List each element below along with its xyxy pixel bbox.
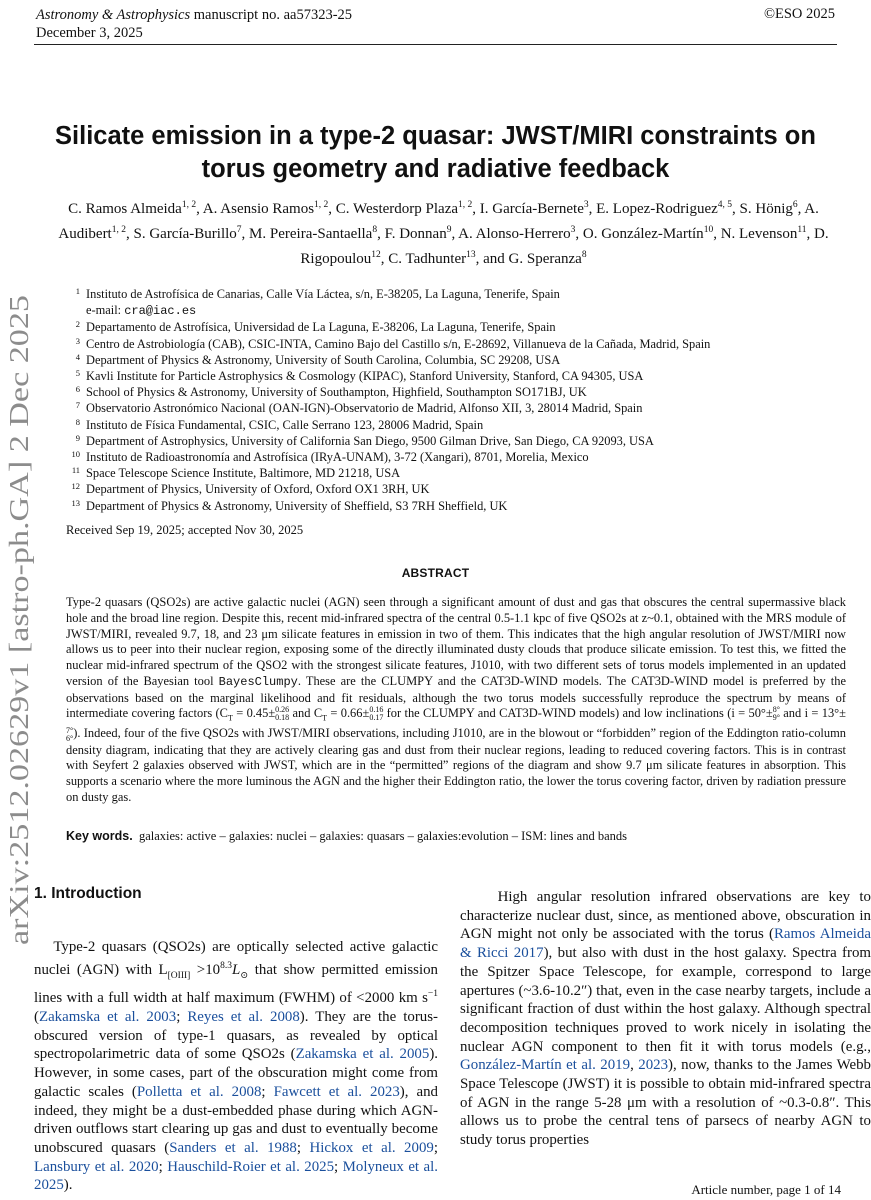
author: C. Westerdorp Plaza bbox=[335, 201, 459, 217]
email-link[interactable]: cra@iac.es bbox=[124, 304, 197, 319]
affiliation-number: 10 bbox=[71, 449, 80, 460]
citation-link[interactable]: Zakamska et al. 2005 bbox=[295, 1046, 430, 1063]
header-rule bbox=[34, 44, 837, 45]
author: F. Donnan bbox=[384, 226, 447, 242]
section-heading-introduction: 1. Introduction bbox=[34, 885, 142, 902]
author-affiliation-index: 4, 5 bbox=[717, 200, 733, 210]
author: C. Tadhunter bbox=[388, 251, 467, 267]
running-header bbox=[36, 6, 352, 42]
affiliation-item bbox=[66, 352, 846, 368]
author-affiliation-index: 9 bbox=[446, 225, 452, 235]
author-affiliation-index: 12 bbox=[371, 250, 381, 260]
copyright: ©ESO 2025 bbox=[763, 6, 835, 22]
abstract-text: Type-2 quasars (QSO2s) are active galactic nuclei (AGN) seen through a significant amount of dust and gas that obscures the central supermassive black hole and the broad line region. Despite this, recent mid-infrared spectra of the central 0.5-1.1 kpc of five QSO2s at z~0.1, obtained with the MRS module of JWST/MIRI, revealed 9.7, 18, and 23 μm silicate features in emission in two of them. This indicates that the high angular resolution of JWST/MIRI now allows us to peer into their nuclear region, exposing some of the directly illuminated dusty clouds that produce silicate emission. To test this, we fitted the nuclear mid-infrared spectrum of the QSO2 with the strongest silicate features, J1010, with two different sets of torus models implemented in an updated version of the Bayesian tool BayesClumpy. These are the CLUMPY and the CAT3D-WIND models. The CAT3D-WIND model is preferred by the observations based on the marginal likelihood and fit residuals, although the two torus models successfully reproduce the spectrum by means of intermediate covering factors ($C_T = 0.45\pm$ 0.26 0.18 and $C_T = 0.66\pm$ 0.16 0.17 for the CLUMPY and CAT3D-WIND models) and low inclinations (i = 50°± 8° 9° and i = 13°± 7° 6° ). Indeed, four of the five QSO2s with JWST/MIRI observations, including J1010, are in the blowout or “forbidden” region of the Eddington ratio-column density diagram, indicating that they are actively clearing gas and dust from their nuclear regions, leading to reduced covering factors. This is in contrast with Seyfert 2 galaxies observed with JWST, which are in the “permitted” regions of the diagram and show 9.7 μm silicate features in absorption. This supports a scenario where the more luminous the AGN and the higher their Eddington ratio, the lower the torus covering factor, driven by radiation pressure on dusty gas. bbox=[66, 595, 847, 804]
author-affiliation-index: 1, 2 bbox=[458, 200, 473, 210]
affiliation-number: 9 bbox=[75, 432, 80, 443]
author: E. Lopez-Rodriguez bbox=[596, 201, 718, 217]
affiliation-text: Instituto de Astrofísica de Canarias, Calle Vía Láctea, s/n, E-38205, La Laguna, Tenerife, Spain bbox=[86, 287, 560, 301]
affiliation-item bbox=[66, 336, 846, 352]
arxiv-stamp bbox=[2, 290, 38, 950]
affiliation-text: e-mail: bbox=[86, 303, 125, 318]
author: A. Audibert bbox=[58, 201, 819, 242]
affiliation-item bbox=[66, 302, 846, 319]
author-affiliation-index: 3 bbox=[583, 200, 589, 210]
author: S. Hönig bbox=[739, 201, 793, 217]
received-dates: Received Sep 19, 2025; accepted Nov 30, 2025 bbox=[66, 523, 304, 537]
author: M. Pereira-Santaella bbox=[249, 226, 373, 242]
affiliation-text: Department of Physics, University of Oxford, Oxford OX1 3RH, UK bbox=[86, 482, 430, 497]
affiliation-text: Centro de Astrobiología (CAB), CSIC-INTA, Camino Bajo del Castillo s/n, E-28692, Villanueva de la Cañada, Madrid, Spain bbox=[86, 336, 711, 351]
affiliation-list bbox=[66, 286, 846, 514]
affiliation-text: Department of Astrophysics, University of California San Diego, 9500 Gilman Drive, San Diego, CA 92093, USA bbox=[86, 433, 654, 448]
arxiv-stamp-svg bbox=[2, 290, 38, 950]
citation-link[interactable]: 2023 bbox=[638, 1057, 669, 1074]
affiliation-number: 13 bbox=[71, 497, 80, 508]
affiliation-number: 7 bbox=[75, 400, 80, 411]
affiliation-item bbox=[66, 384, 846, 400]
author: S. García-Burillo bbox=[133, 226, 237, 242]
intro-right-column: High angular resolution infrared observations are key to characterize nuclear dust, since, as mentioned above, obscuration in AGN might not only be associated with the torus (Ramos Almeida & Ricci 2017), but also with dust in the host galaxy. Spectra from the Spitzer Space Telescope, for example, correspond to large apertures (~3.6-10.2″) that, even in the case nearby targets, include a significant fraction of dust within the host galaxy. Although spectral decomposition techniques proved to work nicely in isolating the nuclear AGN component to then fit it with torus models (e.g., González-Martín et al. 2019, 2023), now, thanks to the James Webb Space Telescope (JWST) it is possible to obtain mid-infrared spectra of AGN in the range 5-28 μm with a resolution of ~0.3-0.8″. This allows us to probe the central tens of parsecs of nearby AGN to study torus properties bbox=[460, 889, 871, 1149]
title-line-1: Silicate emission in a type-2 quasar: JWST/MIRI constraints on bbox=[55, 122, 816, 150]
affiliation-item bbox=[66, 481, 846, 497]
abstract-heading: ABSTRACT bbox=[401, 566, 470, 580]
citation-link[interactable]: Hickox et al. 2009 bbox=[309, 1139, 434, 1156]
affiliation-text: Instituto de Radioastronomía and Astrofísica (IRyA-UNAM), 3-72 (Xangari), 8701, Morelia, Mexico bbox=[86, 450, 589, 465]
keywords-text: galaxies: active – galaxies: nuclei – galaxies: quasars – galaxies:evolution – ISM: lines and bands bbox=[138, 829, 628, 843]
affiliation-item bbox=[66, 465, 846, 481]
citation-link[interactable]: Reyes et al. 2008 bbox=[187, 1009, 300, 1026]
affiliation-number: 1 bbox=[75, 286, 80, 296]
author: N. Levenson bbox=[720, 226, 798, 242]
affiliation-item bbox=[66, 449, 846, 465]
affiliation-item bbox=[66, 286, 846, 302]
affiliation-item bbox=[66, 417, 846, 433]
affiliation-number: 2 bbox=[75, 319, 80, 330]
header-date: December 3, 2025 bbox=[36, 25, 143, 41]
arxiv-stamp-text: arXiv:2512.02629v1 [astro-ph.GA] 2 Dec 2025 bbox=[3, 421, 34, 945]
author-affiliation-index: 13 bbox=[466, 250, 476, 260]
affiliation-item bbox=[66, 498, 846, 514]
affiliation-text: Kavli Institute for Particle Astrophysics & Cosmology (KIPAC), Stanford University, Stanford, CA 94305, USA bbox=[86, 369, 644, 384]
affiliation-number: 5 bbox=[75, 368, 80, 379]
title-line-2: torus geometry and radiative feedback bbox=[201, 155, 670, 183]
affiliation-text: Department of Physics & Astronomy, University of Sheffield, S3 7RH Sheffield, UK bbox=[86, 498, 508, 513]
affiliation-number: 11 bbox=[71, 465, 80, 476]
author: A. Alonso-Herrero bbox=[458, 226, 571, 242]
author: I. García-Bernete bbox=[479, 201, 584, 217]
keywords bbox=[66, 829, 846, 844]
affiliation-text: School of Physics & Astronomy, University of Southampton, Highfield, Southampton SO171BJ, UK bbox=[86, 385, 587, 400]
affiliation-text: Space Telescope Science Institute, Baltimore, MD 21218, USA bbox=[86, 466, 401, 481]
affiliation-number: 12 bbox=[71, 481, 80, 492]
bayesclumpy-tool: BayesClumpy bbox=[218, 674, 298, 689]
affiliation-number: 6 bbox=[75, 384, 80, 395]
affiliation-text: Observatorio Astronómico Nacional (OAN-IGN)-Observatorio de Madrid, Alfonso XII, 3, 28014 Madrid, Spain bbox=[86, 401, 643, 416]
affiliation-item bbox=[66, 400, 846, 416]
affiliation-number: 3 bbox=[75, 335, 80, 346]
author-affiliation-index: 8 bbox=[372, 225, 378, 235]
citation-link[interactable]: Hauschild-Roier et al. 2025 bbox=[167, 1158, 335, 1175]
intro-left-column: Type-2 quasars (QSO2s) are optically selected active galactic nuclei (AGN) with $L_{[OIII]} >10^{8.3}L_⊙$ that show permitted emission lines with a full width at half maximum (FWHM) of <2000 km $s^{-1}$ (Zakamska et al. 2003; Reyes et al. 2008). They are the torus-obscured version of type-1 quasars, as revealed by optical spectropolarimetric data of some QSO2s (Zakamska et al. 2005). However, in some cases, part of the obscuration might come from galactic scales (Polletta et al. 2008; Fawcett et al. 2023), and indeed, they might be a dust-embedded phase during which AGN-driven outflows start clearing up gas and dust to eventually become unobscured quasars (Sanders et al. 1988; Hickox et al. 2009; Lansbury et al. 2020; Hauschild-Roier et al. 2025; Molyneux et al. 2025). bbox=[34, 939, 439, 1194]
author: A. Asensio Ramos bbox=[202, 201, 315, 217]
keywords-label: Key words. bbox=[66, 829, 133, 843]
author: D. Rigopoulou bbox=[300, 226, 829, 267]
page-footer: Article number, page 1 of 14 bbox=[691, 1182, 841, 1197]
affiliation-number: 8 bbox=[75, 416, 80, 427]
citation-link[interactable]: Zakamska et al. 2003 bbox=[38, 1009, 177, 1026]
author-affiliation-index: 1, 2 bbox=[181, 200, 197, 210]
affiliation-number: 4 bbox=[75, 351, 80, 362]
manuscript-number: manuscript no. aa57323-25 bbox=[193, 7, 353, 23]
author-affiliation-index: 3 bbox=[570, 225, 576, 235]
author-affiliation-index: 10 bbox=[703, 225, 714, 235]
affiliation-text: Department of Physics & Astronomy, University of South Carolina, Columbia, SC 29208, USA bbox=[86, 352, 561, 367]
author-affiliation-index: 1, 2 bbox=[111, 225, 126, 235]
author: O. González-Martín bbox=[582, 226, 704, 242]
author-affiliation-index: 8 bbox=[581, 250, 587, 260]
citation-link[interactable]: Fawcett et al. 2023 bbox=[273, 1083, 400, 1100]
author-list: C. Ramos Almeida$^{1, 2}$, A. Asensio Ramos$^{1, 2}$, C. Westerdorp Plaza$^{1, 2}$, I. García-Bernete$^3$, E. Lopez-Rodriguez$^{4, 5}$, S. Hönig$^6$, A. Audibert$^{1, 2}$, S. García-Burillo$^7$, M. Pereira-Santaella$^8$, F. Donnan$^9$, A. Alonso-Herrero$^3$, O. González-Martín$^{10}$, N. Levenson$^{11}$, D. Rigopoulou$^{12}$, C. Tadhunter$^{13}$, and G. Speranza$^8$ bbox=[58, 200, 829, 267]
author: C. Ramos Almeida bbox=[68, 201, 182, 217]
affiliation-item bbox=[66, 368, 846, 384]
affiliation-item bbox=[66, 319, 846, 335]
citation-link[interactable]: Lansbury et al. 2020 bbox=[34, 1158, 159, 1175]
affiliation-text: Departamento de Astrofísica, Universidad de La Laguna, E-38206, La Laguna, Tenerife, Spain bbox=[86, 320, 556, 335]
citation-link[interactable]: Ramos Almeida & Ricci 2017 bbox=[460, 926, 871, 962]
journal-name: Astronomy & Astrophysics bbox=[36, 7, 191, 23]
citation-link[interactable]: Sanders et al. 1988 bbox=[169, 1139, 297, 1156]
citation-link[interactable]: Polletta et al. 2008 bbox=[136, 1083, 262, 1100]
citation-link[interactable]: González-Martín et al. 2019 bbox=[460, 1057, 631, 1074]
author: G. Speranza bbox=[508, 251, 582, 267]
paper-title bbox=[40, 120, 831, 186]
author-affiliation-index: 1, 2 bbox=[314, 200, 329, 210]
author-affiliation-index: 7 bbox=[236, 225, 242, 235]
affiliation-item bbox=[66, 433, 846, 449]
citation-link[interactable]: Molyneux et al. 2025 bbox=[34, 1158, 438, 1194]
author-affiliation-index: 11 bbox=[797, 225, 807, 235]
author-affiliation-index: 6 bbox=[792, 200, 798, 210]
affiliation-text: Instituto de Física Fundamental, CSIC, Calle Serrano 123, 28006 Madrid, Spain bbox=[86, 417, 484, 432]
